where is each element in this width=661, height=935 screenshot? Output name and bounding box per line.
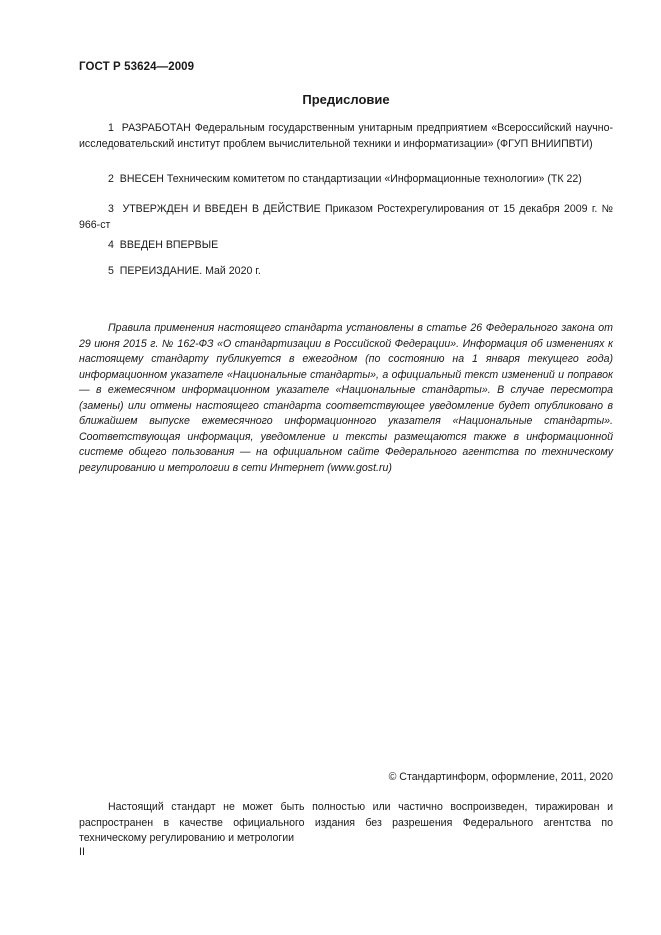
rules-notice [79,321,613,476]
item-number: 2 [108,173,114,185]
item-number: 5 [108,265,114,277]
item-text: Приказом Ростехрегулирования от 15 декабря 2009 г. № 966-ст [79,203,613,231]
foreword-item-3 [79,202,613,233]
item-label: ВНЕСЕН [119,173,164,185]
item-number: 4 [108,239,114,251]
item-text: Техническим комитетом по стандартизации «Информационные технологии» (ТК 22) [166,173,582,185]
document-code: ГОСТ Р 53624—2009 [79,61,195,73]
rules-notice-text: Правила применения настоящего стандарта установлены в статье 26 Федерального закона от 29 июня 2015 г. № 162-ФЗ «О стандартизации в Российской Федерации». Информация об изменениях к настоящему стандарту публикуется в ежегодном (по состоянию на 1 января текущего года) информационном указателе «Национальные стандарты», а официальный текст изменений и поправок — в ежемесячном информационном указателе «Национальные стандарты». В случае пересмотра (замены) или отмены настоящего стандарта соответствующее уведомление будет опубликовано в ближайшем выпуске ежемесячного информационного указателя «Национальные стандарты». Соответствующая информация, уведомление и тексты размещаются также в информационной системе общего пользования — на официальном сайте Федерального агентства по техническому регулированию и метрологии в сети Интернет (www.gost.ru) [79,322,613,474]
item-text: Май 2020 г. [205,265,261,277]
foreword-item-1 [79,121,613,152]
page-number: II [79,846,85,858]
page-title: Предисловие [302,92,390,107]
item-text: Федеральным государственным унитарным предприятием «Всероссийский научно-исследовательский институт проблем вычислительной техники и информатизации» (ФГУП ВНИИПВТИ) [79,122,613,150]
copyright-line: © Стандартинформ, оформление, 2011, 2020 [388,771,613,783]
reproduction-notice-text: Настоящий стандарт не может быть полностью или частично воспроизведен, тиражирован и распространен в качестве официального издания без разрешения Федерального агентства по техническому регулированию и метрологии [79,801,613,844]
foreword-item-2 [79,172,613,188]
item-label: УТВЕРЖДЕН И ВВЕДЕН В ДЕЙСТВИЕ [122,203,321,215]
reproduction-notice [79,800,613,847]
item-label: ПЕРЕИЗДАНИЕ. [119,265,203,277]
foreword-item-4 [79,238,613,254]
item-label: РАЗРАБОТАН [121,122,191,134]
item-number: 1 [108,122,114,134]
foreword-item-5 [79,264,613,280]
item-label: ВВЕДЕН ВПЕРВЫЕ [119,239,219,251]
item-number: 3 [108,203,114,215]
